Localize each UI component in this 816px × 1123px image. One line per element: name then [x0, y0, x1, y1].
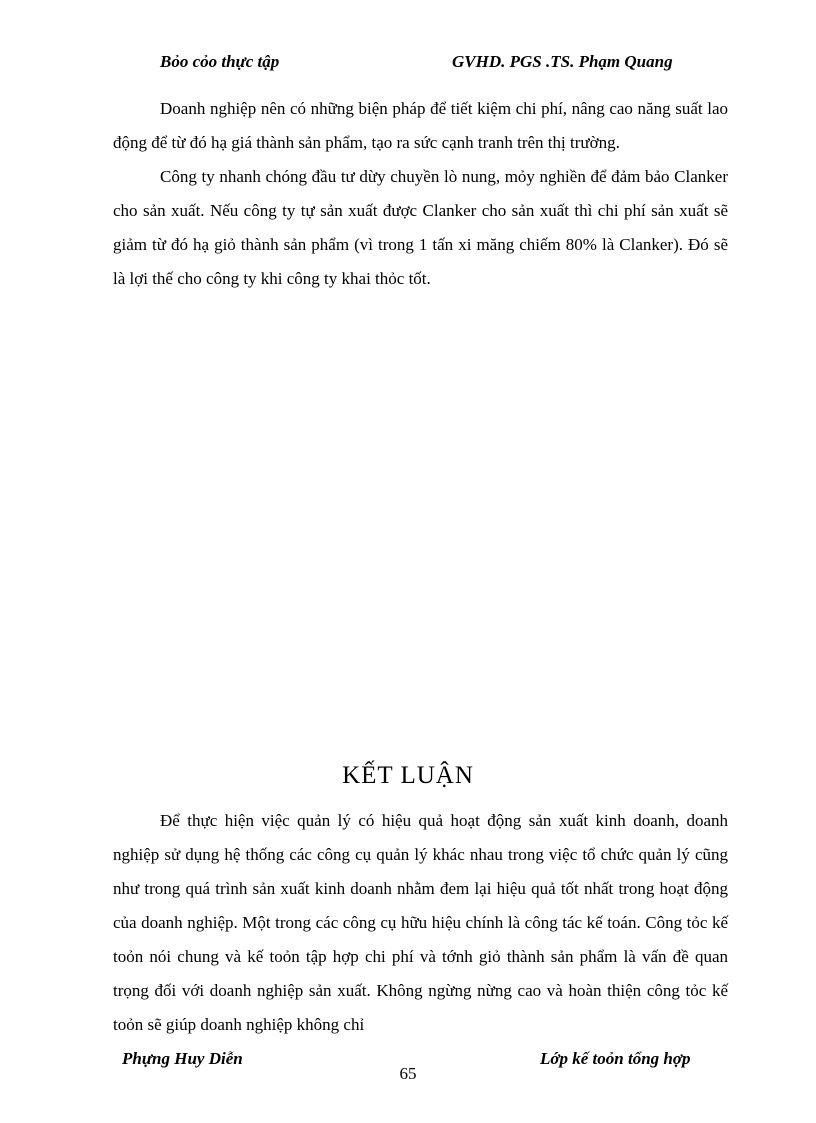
page-number: 65: [399, 1064, 417, 1083]
conclusion-text-block: [113, 804, 728, 1042]
paragraph-conclusion: Để thực hiện việc quản lý có hiệu quả hoạt động sản xuất kinh doanh, doanh nghiệp sử dụng hệ thống các công cụ quản lý khác nhau trong việc tổ chức quản lý cũng như trong quá trình sản xuất kinh doanh nhằm đem lại hiệu quả tốt nhất trong hoạt động của doanh nghiệp. Một trong các công cụ hữu hiệu chính là công tác kế toán. Công tỏc kế toỏn nói chung và kế toỏn tập hợp chi phí và tớnh giỏ thành sản phẩm là vấn đề quan trọng đối với doanh nghiệp sản xuất. Không ngừng nừng cao và hoàn thiện công tỏc kế toỏn sẽ giúp doanh nghiệp không chỉ: [113, 811, 728, 1034]
header-supervisor: GVHD. PGS .TS. Phạm Quang: [452, 52, 673, 71]
paragraph-clanker-investment: Công ty nhanh chóng đầu tư dừy chuyền lò nung, mỏy nghiền để đảm bảo Clanker cho sản xuất. Nếu công ty tự sản xuất được Clanker cho sản xuất thì chi phí sản xuất sẽ giảm từ đó hạ giỏ thành sản phẩm (vì trong 1 tấn xi măng chiếm 80% là Clanker). Đó sẽ là lợi thế cho công ty khi công ty khai thỏc tốt.: [113, 167, 728, 288]
footer-class: Lớp kế toỏn tổng hợp: [540, 1049, 691, 1068]
top-text-block: [113, 92, 728, 296]
paragraph-cost-saving: Doanh nghiệp nên có những biện pháp để tiết kiệm chi phí, nâng cao năng suất lao động để từ đó hạ giá thành sản phẩm, tạo ra sức cạnh tranh trên thị trường.: [113, 99, 728, 152]
footer-author: Phựng Huy Diễn: [122, 1049, 243, 1068]
conclusion-heading: KẾT LUẬN: [342, 762, 474, 789]
header-report-title: Bỏo cỏo thực tập: [160, 52, 280, 71]
